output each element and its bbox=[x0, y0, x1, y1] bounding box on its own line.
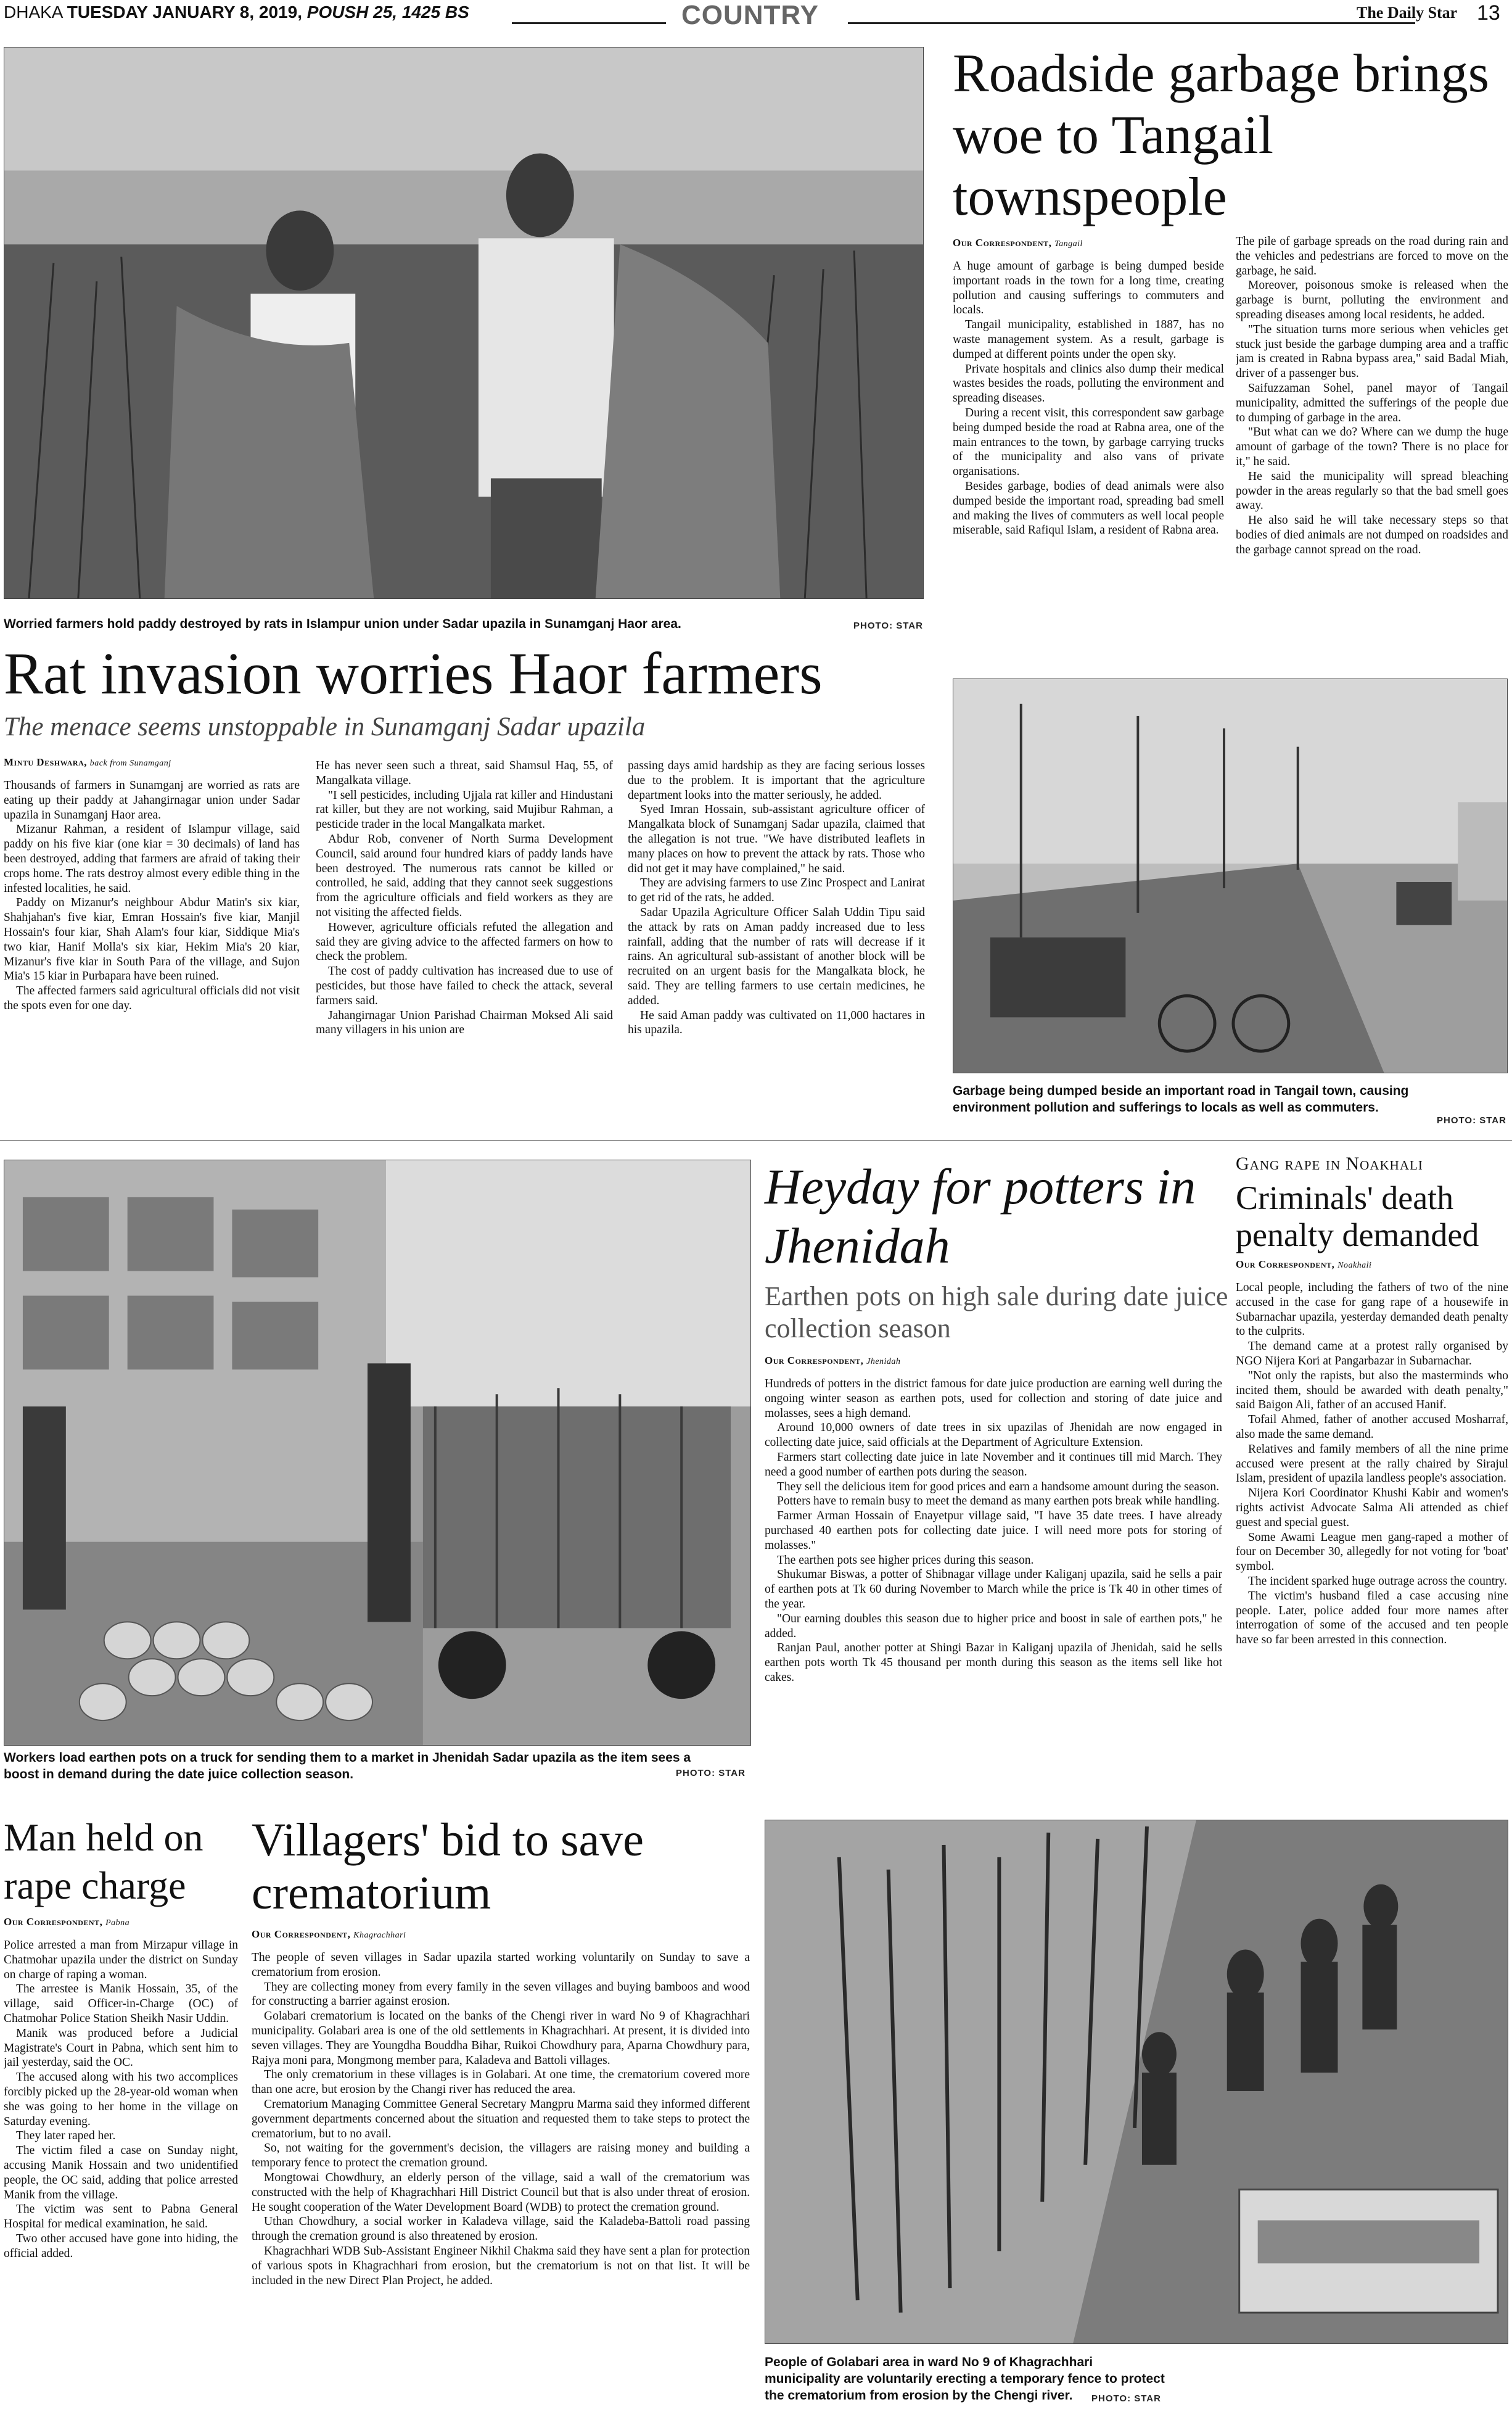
section-title: COUNTRY bbox=[681, 0, 819, 30]
paragraph: Manik was produced before a Judicial Magistrate's Court in Pabna, which sent him to jail yesterday, said the OC. bbox=[4, 2026, 238, 2070]
paragraph: The cost of paddy cultivation has increased due to use of pesticides, but those have failed to check the attack, several farmers said. bbox=[316, 965, 613, 1007]
paragraph: During a recent visit, this correspondent saw garbage being dumped beside the road at Rabna area, one of the main entrances to the town, by garbage carrying trucks of the municipality and also vans of private organisations. bbox=[953, 406, 1224, 479]
paragraph: Thousands of farmers in Sunamganj are worried as rats are eating up their paddy at Jahangirnagar union under Sadar upazila in Sunamganj Haor area. bbox=[4, 779, 300, 822]
man-held-body bbox=[4, 1938, 238, 2407]
rat-headline: Rat invasion worries Haor farmers bbox=[4, 640, 823, 706]
paragraph: Crematorium Managing Committee General Secretary Mangpru Marma said they informed different government departments concerned about the situation and requested them to take steps to protect the crematorium, but to no avail. bbox=[252, 2097, 750, 2140]
gang-rape-byline-place: Noakhali bbox=[1337, 1261, 1372, 1270]
paragraph: Moreover, poisonous smoke is released when the garbage is burnt, polluting the environment and spreading diseases among local residents, he added. bbox=[1236, 279, 1508, 321]
page-number: 13 bbox=[1477, 1, 1500, 25]
rat-column-1 bbox=[4, 778, 300, 1130]
paragraph: Nijera Kori Coordinator Khushi Kabir and women's rights activist Advocate Salma Ali attended as chief guest and special guest. bbox=[1236, 1487, 1508, 1529]
rat-photo-caption: Worried farmers hold paddy destroyed by rats in Islampur union under Sadar upazila in Sunamganj Haor area. bbox=[4, 617, 681, 631]
paragraph: He has never seen such a threat, said Shamsul Haq, 55, of Mangalkata village. bbox=[316, 759, 613, 787]
man-held-byline-place: Pabna bbox=[105, 1918, 130, 1928]
paragraph: Two other accused have gone into hiding, the official added. bbox=[4, 2232, 238, 2260]
paragraph: Uthan Chowdhury, a social worker in Kaladeva village, said the Kaladeba-Battoli road passing through the cremation ground is also threatened by erosion. bbox=[252, 2215, 750, 2243]
rat-byline-name: Mintu Deshwara, bbox=[4, 756, 88, 768]
crematorium-byline bbox=[252, 1928, 406, 1941]
farmers-paddy-photo bbox=[4, 47, 924, 599]
section-divider bbox=[0, 1140, 1512, 1141]
paragraph: He said the municipality will spread bleaching powder in the areas regularly so that the bad smell goes away. bbox=[1236, 469, 1508, 513]
paragraph: "The situation turns more serious when vehicles get stuck just beside the garbage dumping area and a traffic jam is created in Rabna bypass area," said Badal Miah, driver of a passenger bus. bbox=[1236, 323, 1508, 381]
paragraph: The victim's husband filed a case accusing nine people. Later, police added four more names after interrogation of some of the accused and ten people have so far been arrested in this connection. bbox=[1236, 1589, 1508, 1647]
farmers-paddy-illustration bbox=[4, 47, 923, 598]
potters-subhead: Earthen pots on high sale during date juice collection season bbox=[765, 1281, 1228, 1343]
paragraph: Around 10,000 owners of date trees in six upazilas of Jhenidah are now engaged in collecting date juice, said officials at the Department of Agriculture Extension. bbox=[765, 1421, 1222, 1450]
crematorium-fence-photo bbox=[765, 1820, 1508, 2344]
paragraph: They later raped her. bbox=[16, 2129, 116, 2143]
rat-subhead: The menace seems unstoppable in Sunamganj Sadar upazila bbox=[4, 712, 646, 741]
crematorium-photo-caption: People of Golabari area in ward No 9 of Khagrachhari municipality are voluntarily erecting a temporary fence to protect the crematorium from erosion by the Chengi river. bbox=[765, 2355, 1165, 2403]
gang-rape-body bbox=[1236, 1281, 1508, 1786]
paragraph: The accused along with his two accomplices forcibly picked up the 28-year-old woman when she was going to her home in the village on Saturday evening. bbox=[4, 2071, 238, 2128]
paragraph: So, not waiting for the government's decision, the villagers are raising money and building a temporary fence to protect the cremation ground. bbox=[252, 2142, 750, 2170]
dateline-bangla: POUSH 25, 1425 BS bbox=[306, 2, 469, 22]
garbage-column-2 bbox=[1236, 234, 1508, 672]
paragraph: They sell the delicious item for good prices and earn a handsome amount during the season. bbox=[777, 1480, 1219, 1493]
garbage-photo-caption: Garbage being dumped beside an important road in Tangail town, causing environment pollution and sufferings to locals as well as commuters. bbox=[953, 1084, 1409, 1115]
masthead-logo: The Daily Star bbox=[1357, 4, 1458, 22]
rat-photo-credit: PHOTO: STAR bbox=[853, 621, 923, 631]
paragraph: "But what can we do? Where can we dump the huge amount of garbage of the town? There is no place for it," he said. bbox=[1236, 426, 1508, 468]
potters-byline-place: Jhenidah bbox=[866, 1357, 901, 1366]
paragraph: The victim filed a case on Sunday night, accusing Manik Hossain and two unidentified people, the OC said, adding that police arrested Manik from the village. bbox=[4, 2144, 238, 2202]
paragraph: Some Awami League men gang-raped a mother of four on December 30, allegedly for not voting for 'boat' symbol. bbox=[1236, 1530, 1508, 1574]
paragraph: Mizanur Rahman, a resident of Islampur village, said paddy on his five kiar (one kiar = 30 decimals) of land has been destroyed, adding that farmers are afraid of taking their crops home. The rats destroy almost every edible thing in the infested localities, he said. bbox=[4, 823, 300, 895]
paragraph: Mongtowai Chowdhury, an elderly person of the village, said a wall of the crematorium was constructed with the help of Khagrachhari Hill District Council but that is also under threat of erosion. He sought cooperation of the Water Development Board (WDB) to protect the cremation ground. bbox=[252, 2171, 750, 2214]
paragraph: passing days amid hardship as they are facing serious losses due to the problem. It is important that the agriculture department looks into the matter seriously, he added. bbox=[628, 759, 925, 802]
paragraph: The demand came at a protest rally organised by NGO Nijera Kori at Pangarbazar in Subarnachar. bbox=[1236, 1340, 1508, 1368]
earthen-pots-photo bbox=[4, 1160, 751, 1746]
paragraph: However, agriculture officials refuted the allegation and said they are giving advice to the affected farmers on how to check the problem. bbox=[316, 920, 613, 964]
paragraph: Jahangirnagar Union Parishad Chairman Moksed Ali said many villagers in his union are bbox=[316, 1009, 613, 1037]
paragraph: Syed Imran Hossain, sub-assistant agriculture officer of Mangalkata block of Sunamganj Sadar upazila, claimed that the allegation is not true. "We have distributed leaflets in many places on how to prevent the attack by rats. Those who did not get it may have complained," he said. bbox=[628, 803, 925, 875]
paragraph: Farmers start collecting date juice in late November and it continues till mid March. They need a good number of earthen pots during the season. bbox=[765, 1450, 1222, 1479]
paragraph: The pile of garbage spreads on the road during rain and the vehicles and pedestrians are forced to move on the garbage, he said. bbox=[1236, 235, 1508, 278]
rat-column-2 bbox=[316, 759, 613, 1129]
paragraph: The victim was sent to Pabna General Hospital for medical examination, he said. bbox=[4, 2203, 238, 2231]
paragraph: Private hospitals and clinics also dump their medical wastes besides the roads, polluting the environment and spreading diseases. bbox=[953, 362, 1224, 405]
paragraph: The only crematorium in these villages is in Golabari. At one time, the crematorium covered more than one acre, but erosion by the Changi river has reduced the area. bbox=[252, 2068, 750, 2097]
header-rule-right bbox=[848, 22, 1415, 24]
man-held-byline bbox=[4, 1916, 129, 1928]
dateline bbox=[4, 2, 469, 22]
paragraph: Hundreds of potters in the district famous for date juice production are earning well during the ongoing winter season as earthen pots, used for collection and storing of date juice and molasses, sees a high demand. bbox=[765, 1377, 1222, 1420]
page-header bbox=[0, 0, 1512, 30]
garbage-column-1 bbox=[953, 259, 1224, 672]
paragraph: He said Aman paddy was cultivated on 11,000 hactares in his upazila. bbox=[628, 1009, 925, 1037]
man-held-byline-name: Our Correspondent, bbox=[4, 1916, 103, 1928]
paragraph: Golabari crematorium is located on the banks of the Chengi river in ward No 9 of Khagrachhari municipality. Golabari area is one of the old settlements in Khagrachhari. At present, it is divided into seven villages. They are Youngdha Bouddha Bihar, Ruikoi Chowdhury para, Aparna Chowdhury para, Rajya moni para, Mongmong member para, Kaladeva and Battoli villages. bbox=[252, 2010, 750, 2067]
dateline-city: DHAKA bbox=[4, 2, 62, 22]
rat-column-3 bbox=[628, 759, 925, 1129]
paragraph: The arrestee is Manik Hossain, 35, of the village, said Officer-in-Charge (OC) of Chatmohar Police Station Sheikh Nasir Uddin. bbox=[4, 1983, 238, 2025]
garbage-byline bbox=[953, 237, 1083, 249]
paragraph: Ranjan Paul, another potter at Shingi Bazar in Kaliganj upazila of Jhenidah, said he sells earthen pots worth Tk 45 thousand per month during this season as the items sell like hot cakes. bbox=[765, 1641, 1222, 1684]
header-rule-left bbox=[512, 22, 666, 24]
gang-rape-headline: Criminals' death penalty demanded bbox=[1236, 1179, 1479, 1253]
dateline-date: TUESDAY JANUARY 8, 2019, bbox=[67, 2, 302, 22]
garbage-byline-place: Tangail bbox=[1054, 239, 1083, 249]
paragraph: Local people, including the fathers of two of the nine accused in the case for gang rape of a housewife in Subarnachar upazila, yesterday demanded death penalty to the culprits. bbox=[1236, 1281, 1508, 1339]
potters-headline: Heyday for potters in Jhenidah bbox=[765, 1158, 1196, 1274]
paragraph: The earthen pots see higher prices during this season. bbox=[777, 1553, 1034, 1567]
garbage-road-photo bbox=[953, 679, 1508, 1073]
paragraph: Saifuzzaman Sohel, panel mayor of Tangail municipality, admitted the sufferings of the people due to dumping of garbage in the area. bbox=[1236, 381, 1508, 424]
pots-photo-credit: PHOTO: STAR bbox=[676, 1768, 746, 1778]
crematorium-body bbox=[252, 1950, 750, 2407]
paragraph: Paddy on Mizanur's neighbour Abdur Matin's six kiar, Shahjahan's five kiar, Emran Hossain's five kiar, Manjil Hossain's four kiar, Shah Alam's four kiar, Siddique Mia's two kiar, Hanif Molla's six kiar, Hekim Mia's 20 kiar, Mizanur's five kiar in South Para of the village, and Sujon Mia's 15 kiar in Purbapara have been ruined. bbox=[4, 896, 300, 983]
crematorium-byline-name: Our Correspondent, bbox=[252, 1928, 351, 1940]
crematorium-photo-credit: PHOTO: STAR bbox=[1091, 2393, 1161, 2404]
potters-byline-name: Our Correspondent, bbox=[765, 1355, 864, 1366]
paragraph: They are collecting money from every family in the seven villages and buying bamboos and wood for constructing a barrier against erosion. bbox=[252, 1980, 750, 2008]
paragraph: Besides garbage, bodies of dead animals were also dumped beside the important road, spreading bad smell and making the lives of commuters as well local people miserable, said Rafiqul Islam, a resident of Rabna area. bbox=[953, 479, 1224, 537]
paragraph: Tangail municipality, established in 1887, has no waste management system. As a result, garbage is dumped at different points under the open sky. bbox=[953, 318, 1224, 361]
pots-photo-caption: Workers load earthen pots on a truck for sending them to a market in Jhenidah Sadar upazila as the item sees a boost in demand during the date juice collection season. bbox=[4, 1751, 691, 1781]
potters-byline bbox=[765, 1355, 900, 1367]
paragraph: "I sell pesticides, including Ujjala rat killer and Hindustani rat killer, but they are not working, said Mujibur Rahman, a pesticide trader in the local Mangalkata market. bbox=[316, 788, 613, 832]
earthen-pots-illustration bbox=[4, 1160, 750, 1745]
paragraph: Farmer Arman Hossain of Enayetpur village said, "I have 35 date trees. I have already purchased 40 earthen pots for collecting date juice. I will need more pots for storing of molasses." bbox=[765, 1509, 1222, 1552]
rat-byline-place: back from Sunamganj bbox=[89, 759, 171, 768]
paragraph: Tofail Ahmed, father of another accused Mosharraf, also made the same demand. bbox=[1236, 1413, 1508, 1441]
rat-byline bbox=[4, 756, 171, 769]
paragraph: The people of seven villages in Sadar upazila started working voluntarily on Sunday to save a crematorium from erosion. bbox=[252, 1951, 750, 1979]
paragraph: A huge amount of garbage is being dumped beside important roads in the town for a long time, creating pollution and causing sufferings to commuters and locals. bbox=[953, 260, 1224, 317]
paragraph: Sadar Upazila Agriculture Officer Salah Uddin Tipu said the attack by rats on Aman paddy increased due to less rainfall, adding that the number of rats will decrease if it rains. An agricultural sub-assistant of another block will be recruited on an urgent basis for the Mangalkata block, he said. They are telling farmers to use certain medicines, he added. bbox=[628, 906, 925, 1007]
garbage-byline-name: Our Correspondent, bbox=[953, 237, 1052, 249]
man-held-headline: Man held on rape charge bbox=[4, 1815, 203, 1907]
paragraph: The incident sparked huge outrage across the country. bbox=[1248, 1574, 1508, 1588]
garbage-photo-credit: PHOTO: STAR bbox=[1437, 1115, 1506, 1126]
paragraph: The affected farmers said agricultural officials did not visit the spots even for one day. bbox=[4, 984, 300, 1012]
gang-rape-byline bbox=[1236, 1258, 1371, 1271]
paragraph: He also said he will take necessary steps so that bodies of died animals are not dumped on roadsides and the garbage cannot spread on the road. bbox=[1236, 514, 1508, 556]
crematorium-byline-place: Khagrachhari bbox=[353, 1931, 406, 1940]
paragraph: Abdur Rob, convener of North Surma Development Council, said around four hundred kiars of paddy lands have been destroyed. The numerous rats cannot be killed or controlled, he said, adding that they cannot seek suggestions from the agriculture officials and field workers as they are not visiting the affected fields. bbox=[316, 832, 613, 919]
gang-rape-kicker: Gang rape in Noakhali bbox=[1236, 1153, 1423, 1174]
paragraph: Relatives and family members of all the nine prime accused were present at the rally chaired by Sirajul Islam, president of upazila landless people's association. bbox=[1236, 1442, 1508, 1485]
paragraph: Khagrachhari WDB Sub-Assistant Engineer Nikhil Chakma said they have sent a plan for protection of various spots in Khagrachhari from erosion, but the crematorium is not on that list. It will be included in the new Direct Plan Project, he added. bbox=[252, 2244, 750, 2287]
paragraph: "Our earning doubles this season due to higher price and boost in sale of earthen pots," he added. bbox=[765, 1612, 1222, 1640]
garbage-road-illustration bbox=[953, 679, 1507, 1073]
crematorium-headline: Villagers' bid to save crematorium bbox=[252, 1814, 644, 1919]
garbage-headline: Roadside garbage brings woe to Tangail townspeople bbox=[953, 44, 1489, 227]
paragraph: "Not only the rapists, but also the masterminds who incited them, should be awarded with death penalty," said Baigon Ali, father of an accused Hanif. bbox=[1236, 1369, 1508, 1412]
paragraph: Potters have to remain busy to meet the demand as many earthen pots break while handling. bbox=[777, 1495, 1220, 1508]
crematorium-fence-illustration bbox=[765, 1820, 1508, 2343]
potters-body bbox=[765, 1377, 1222, 1778]
gang-rape-byline-name: Our Correspondent, bbox=[1236, 1258, 1335, 1270]
paragraph: Shukumar Biswas, a potter of Shibnagar village under Kaliganj upazila, said he sells a pair of earthen pots at Tk 60 during November to March while the price is Tk 40 in other times of the year. bbox=[765, 1568, 1222, 1611]
paragraph: Police arrested a man from Mirzapur village in Chatmohar upazila under the district on Sunday on charge of raping a woman. bbox=[4, 1939, 238, 1981]
paragraph: They are advising farmers to use Zinc Prospect and Lanirat to get rid of the rats, he added. bbox=[628, 877, 925, 905]
